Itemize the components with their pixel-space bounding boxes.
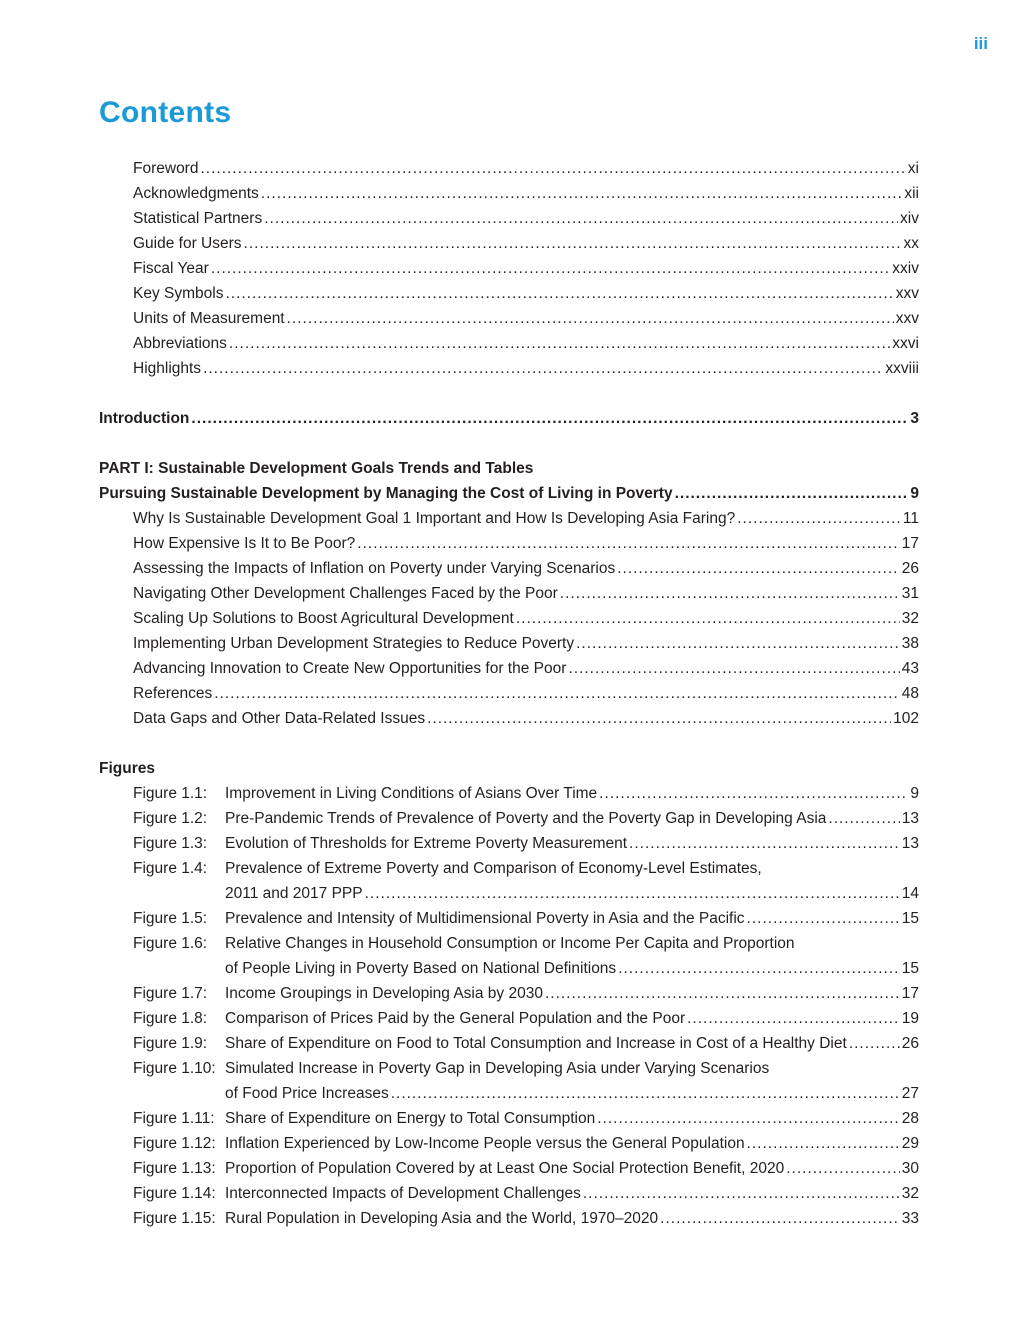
dot-leader xyxy=(357,531,899,556)
toc-entry-page: 102 xyxy=(893,710,919,727)
dot-leader xyxy=(427,706,891,731)
figure-title: Interconnected Impacts of Development Challenges xyxy=(225,1185,581,1202)
figure-number: Figure 1.1: xyxy=(133,785,208,802)
figure-entry[interactable] xyxy=(0,1181,1020,1206)
toc-entry-page: 11 xyxy=(902,510,919,527)
toc-entry-page: 31 xyxy=(901,585,919,602)
figure-title: Prevalence of Extreme Poverty and Comparison of Economy-Level Estimates, xyxy=(225,860,762,877)
figure-number: Figure 1.15: xyxy=(133,1210,216,1227)
toc-entry-label: Navigating Other Development Challenges Faced by the Poor xyxy=(133,585,558,602)
figure-entry[interactable] xyxy=(0,806,1020,831)
toc-entry-label: Key Symbols xyxy=(133,285,224,302)
toc-entry-page: xiv xyxy=(900,210,919,227)
figure-entry[interactable] xyxy=(0,1206,1020,1231)
toc-entry-label: Statistical Partners xyxy=(133,210,263,227)
dot-leader xyxy=(597,1106,900,1131)
toc-entry-fiscal-year[interactable] xyxy=(0,256,1020,281)
toc-entry-label: Data Gaps and Other Data-Related Issues xyxy=(133,710,426,727)
figure-number: Figure 1.8: xyxy=(133,1010,208,1027)
toc-entry-units-of-measurement[interactable] xyxy=(0,306,1020,331)
figure-page: 30 xyxy=(901,1160,919,1177)
figure-number: Figure 1.10: xyxy=(133,1060,216,1077)
dot-leader xyxy=(261,181,903,206)
toc-entry-guide-for-users[interactable] xyxy=(0,231,1020,256)
toc-entry-label: How Expensive Is It to Be Poor? xyxy=(133,535,356,552)
figure-title: Relative Changes in Household Consumption or Income Per Capita and Proportion xyxy=(225,935,795,952)
figure-number: Figure 1.3: xyxy=(133,835,208,852)
figure-entry[interactable] xyxy=(0,1106,1020,1131)
toc-entry-page: 26 xyxy=(901,560,919,577)
dot-leader xyxy=(675,481,909,506)
toc-entry-page: 9 xyxy=(910,485,919,502)
figure-title: Prevalence and Intensity of Multidimensional Poverty in Asia and the Pacific xyxy=(225,910,745,927)
figure-entry-continuation[interactable] xyxy=(0,956,1020,981)
figure-page: 29 xyxy=(901,1135,919,1152)
figure-number: Figure 1.11: xyxy=(133,1110,215,1127)
figure-entry[interactable] xyxy=(0,1131,1020,1156)
toc-entry-section[interactable] xyxy=(0,631,1020,656)
toc-entry-page: xii xyxy=(904,185,919,202)
dot-leader xyxy=(391,1081,900,1106)
toc-entry-page: 38 xyxy=(901,635,919,652)
toc-entry-label: Abbreviations xyxy=(133,335,227,352)
toc-entry-key-symbols[interactable] xyxy=(0,281,1020,306)
figure-page: 26 xyxy=(901,1035,919,1052)
figure-title: of People Living in Poverty Based on National Definitions xyxy=(225,960,617,977)
dot-leader xyxy=(828,806,899,831)
toc-entry-page: xxv xyxy=(895,285,919,302)
figure-entry[interactable] xyxy=(0,856,1020,881)
toc-entry-page: xxiv xyxy=(892,260,919,277)
toc-entry-label: Advancing Innovation to Create New Opportunities for the Poor xyxy=(133,660,567,677)
toc-entry-label: Introduction xyxy=(99,410,190,427)
dot-leader xyxy=(599,781,908,806)
dot-leader xyxy=(568,656,899,681)
figure-entry[interactable] xyxy=(0,981,1020,1006)
figure-title: Income Groupings in Developing Asia by 2030 xyxy=(225,985,543,1002)
figure-title: Share of Expenditure on Energy to Total Consumption xyxy=(225,1110,596,1127)
figure-title: of Food Price Increases xyxy=(225,1085,389,1102)
figure-page: 32 xyxy=(901,1185,919,1202)
figure-number: Figure 1.13: xyxy=(133,1160,216,1177)
toc-entry-label: Units of Measurement xyxy=(133,310,285,327)
toc-entry-page: 3 xyxy=(910,410,919,427)
figures-heading: Figures xyxy=(99,760,155,777)
toc-entry-highlights[interactable] xyxy=(0,356,1020,381)
toc-entry-page: 32 xyxy=(901,610,919,627)
dot-leader xyxy=(747,906,900,931)
figure-number: Figure 1.6: xyxy=(133,935,208,952)
figure-entry-continuation[interactable] xyxy=(0,881,1020,906)
toc-entry-page: 48 xyxy=(901,685,919,702)
toc-entry-statistical-partners[interactable] xyxy=(0,206,1020,231)
figure-entry[interactable] xyxy=(0,1031,1020,1056)
figure-entry[interactable] xyxy=(0,1006,1020,1031)
toc-entry-section[interactable] xyxy=(0,606,1020,631)
figure-page: 33 xyxy=(901,1210,919,1227)
figure-entry[interactable] xyxy=(0,831,1020,856)
figure-entry-continuation[interactable] xyxy=(0,1081,1020,1106)
dot-leader xyxy=(287,306,894,331)
toc-entry-foreword[interactable] xyxy=(0,156,1020,181)
figure-page: 27 xyxy=(901,1085,919,1102)
dot-leader xyxy=(849,1031,900,1056)
figure-page: 14 xyxy=(901,885,919,902)
toc-entry-label: Assessing the Impacts of Inflation on Poverty under Varying Scenarios xyxy=(133,560,616,577)
toc-entry-section[interactable] xyxy=(0,581,1020,606)
toc-entry-label: Scaling Up Solutions to Boost Agricultural Development xyxy=(133,610,514,627)
toc-entry-page: 43 xyxy=(901,660,919,677)
toc-entry-label: Acknowledgments xyxy=(133,185,259,202)
dot-leader xyxy=(629,831,900,856)
figure-entry[interactable] xyxy=(0,906,1020,931)
figure-entry[interactable] xyxy=(0,1056,1020,1081)
dot-leader xyxy=(200,156,905,181)
figure-title: Rural Population in Developing Asia and the World, 1970–2020 xyxy=(225,1210,659,1227)
dot-leader xyxy=(786,1156,900,1181)
dot-leader xyxy=(229,331,890,356)
dot-leader xyxy=(545,981,900,1006)
dot-leader xyxy=(516,606,900,631)
dot-leader xyxy=(191,406,908,431)
figure-page: 15 xyxy=(901,910,919,927)
dot-leader xyxy=(365,881,900,906)
figure-title: Pre-Pandemic Trends of Prevalence of Poverty and the Poverty Gap in Developing Asia xyxy=(225,810,827,827)
part-heading: PART I: Sustainable Development Goals Trends and Tables xyxy=(99,460,534,477)
toc-entry-page: xx xyxy=(903,235,919,252)
toc-entry-label: Highlights xyxy=(133,360,202,377)
figure-title: Proportion of Population Covered by at Least One Social Protection Benefit, 2020 xyxy=(225,1160,785,1177)
dot-leader xyxy=(576,631,900,656)
toc-entry-introduction[interactable] xyxy=(0,406,1020,431)
figure-title: Comparison of Prices Paid by the General Population and the Poor xyxy=(225,1010,686,1027)
toc-entry-section[interactable] xyxy=(0,706,1020,731)
figure-title: Inflation Experienced by Low-Income People versus the General Population xyxy=(225,1135,745,1152)
dot-leader xyxy=(244,231,902,256)
figure-number: Figure 1.9: xyxy=(133,1035,208,1052)
toc-entry-section[interactable] xyxy=(0,681,1020,706)
toc-entry-section[interactable] xyxy=(0,506,1020,531)
figure-title: Improvement in Living Conditions of Asians Over Time xyxy=(225,785,598,802)
figure-number: Figure 1.7: xyxy=(133,985,208,1002)
figure-page: 19 xyxy=(901,1010,919,1027)
dot-leader xyxy=(660,1206,900,1231)
figure-number: Figure 1.2: xyxy=(133,810,208,827)
dot-leader xyxy=(583,1181,900,1206)
page-title: Contents xyxy=(99,96,232,129)
toc-entry-page: xxvi xyxy=(892,335,919,352)
dot-leader xyxy=(687,1006,900,1031)
figure-title: Simulated Increase in Poverty Gap in Developing Asia under Varying Scenarios xyxy=(225,1060,770,1077)
toc-entry-chapter[interactable] xyxy=(0,481,1020,506)
dot-leader xyxy=(225,281,893,306)
figure-number: Figure 1.5: xyxy=(133,910,208,927)
figure-entry[interactable] xyxy=(0,781,1020,806)
dot-leader xyxy=(617,556,900,581)
table-of-contents xyxy=(0,156,1020,1231)
toc-entry-label: Pursuing Sustainable Development by Managing the Cost of Living in Poverty xyxy=(99,485,673,502)
toc-entry-label: Why Is Sustainable Development Goal 1 Important and How Is Developing Asia Faring? xyxy=(133,510,736,527)
toc-entry-page: 17 xyxy=(901,535,919,552)
dot-leader xyxy=(214,681,899,706)
toc-entry-acknowledgments[interactable] xyxy=(0,181,1020,206)
dot-leader xyxy=(747,1131,900,1156)
toc-entry-section[interactable] xyxy=(0,656,1020,681)
toc-entry-label: Foreword xyxy=(133,160,199,177)
figure-entry[interactable] xyxy=(0,1156,1020,1181)
figure-title: 2011 and 2017 PPP xyxy=(225,885,363,902)
dot-leader xyxy=(264,206,898,231)
toc-entry-section[interactable] xyxy=(0,531,1020,556)
toc-entry-label: Implementing Urban Development Strategies to Reduce Poverty xyxy=(133,635,575,652)
toc-entry-abbreviations[interactable] xyxy=(0,331,1020,356)
figure-title: Evolution of Thresholds for Extreme Poverty Measurement xyxy=(225,835,628,852)
figure-page: 28 xyxy=(901,1110,919,1127)
toc-entry-section[interactable] xyxy=(0,556,1020,581)
figure-page: 13 xyxy=(901,835,919,852)
figure-number: Figure 1.4: xyxy=(133,860,208,877)
figure-page: 17 xyxy=(901,985,919,1002)
figure-page: 9 xyxy=(910,785,919,802)
dot-leader xyxy=(737,506,901,531)
dot-leader xyxy=(618,956,900,981)
toc-entry-label: Fiscal Year xyxy=(133,260,209,277)
dot-leader xyxy=(211,256,890,281)
dot-leader xyxy=(203,356,883,381)
dot-leader xyxy=(560,581,900,606)
figure-page: 13 xyxy=(901,810,919,827)
figure-number: Figure 1.12: xyxy=(133,1135,216,1152)
figure-entry[interactable] xyxy=(0,931,1020,956)
toc-entry-page: xi xyxy=(907,160,919,177)
figure-number: Figure 1.14: xyxy=(133,1185,216,1202)
toc-entry-label: References xyxy=(133,685,213,702)
page-number: iii xyxy=(973,34,988,53)
toc-entry-page: xxviii xyxy=(885,360,919,377)
figure-page: 15 xyxy=(901,960,919,977)
figure-title: Share of Expenditure on Food to Total Consumption and Increase in Cost of a Healthy Diet xyxy=(225,1035,847,1052)
toc-entry-page: xxv xyxy=(895,310,919,327)
toc-entry-label: Guide for Users xyxy=(133,235,242,252)
